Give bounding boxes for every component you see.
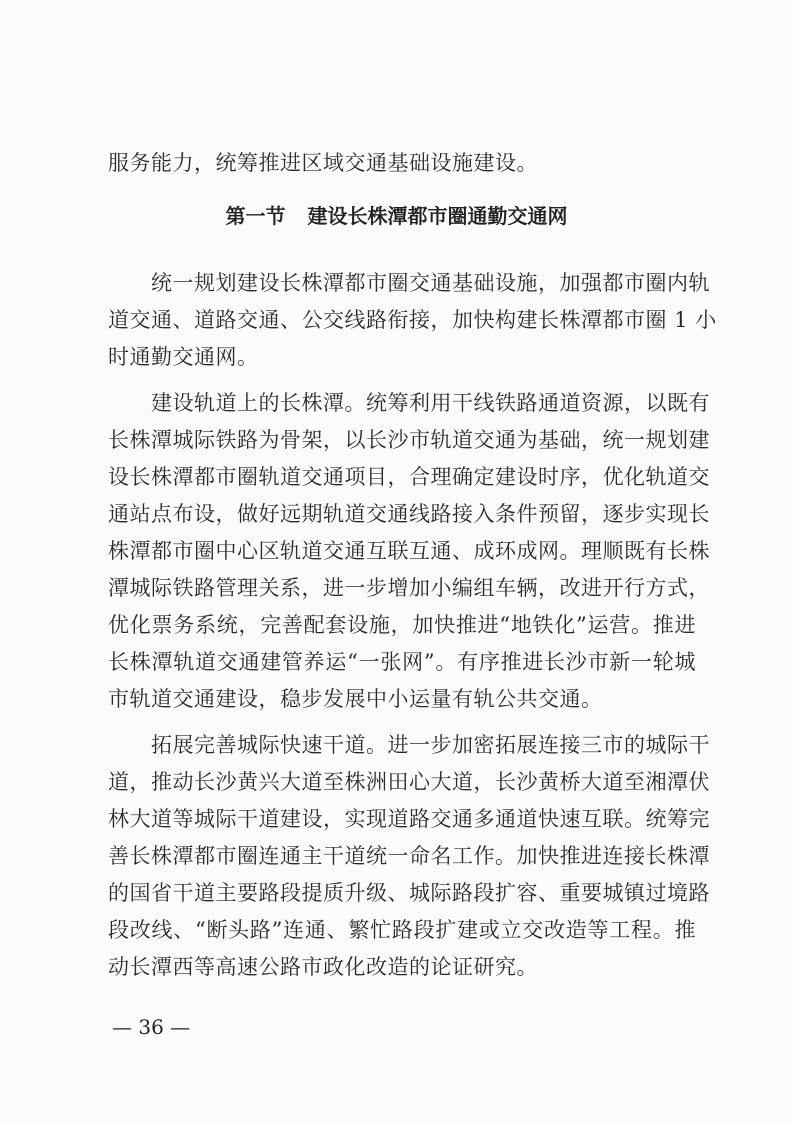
page-number: — 36 —	[112, 1015, 191, 1039]
paragraph-line: 善长株潭都市圈连通主干道统一命名工作。加快推进连接长株潭	[108, 844, 710, 868]
section-heading	[0, 199, 793, 233]
paragraph-line: 拓展完善城际快速干道。进一步加密拓展连接三市的城际干	[108, 733, 710, 757]
paragraph-line: 服务能力，统筹推进区域交通基础设施建设。	[108, 151, 538, 175]
paragraph-line: 的国省干道主要路段提质升级、城际路段扩容、重要城镇过境路	[108, 881, 710, 905]
paragraph-line: 设长株潭都市圈轨道交通项目，合理确定建设时序，优化轨道交	[108, 465, 710, 489]
paragraph-line: 道交通、道路交通、公交线路衔接，加快构建长株潭都市圈 1 小	[108, 308, 717, 332]
paragraph-line: 长株潭轨道交通建管养运“一张网”。有序推进长沙市新一轮城	[108, 650, 696, 674]
paragraph-line: 段改线、“断头路”连通、繁忙路段扩建或立交改造等工程。推	[108, 918, 696, 942]
paragraph-line: 长株潭城际铁路为骨架，以长沙市轨道交通为基础，统一规划建	[108, 428, 710, 452]
paragraph-line: 潭城际铁路管理关系，进一步增加小编组车辆，改进开行方式，	[108, 576, 710, 600]
paragraph-line: 市轨道交通建设，稳步发展中小运量有轨公共交通。	[108, 687, 603, 711]
section-title: 建设长株潭都市圈通勤交通网	[307, 204, 568, 228]
paragraph-line: 统一规划建设长株潭都市圈交通基础设施，加强都市圈内轨	[108, 271, 710, 295]
paragraph-line: 株潭都市圈中心区轨道交通互联互通、成环成网。理顺既有长株	[108, 539, 710, 563]
paragraph-line: 时通勤交通网。	[108, 345, 259, 369]
paragraph-line: 优化票务系统，完善配套设施，加快推进“地铁化”运营。推进	[108, 613, 696, 637]
section-number: 第一节	[225, 204, 286, 228]
paragraph-line: 道，推动长沙黄兴大道至株洲田心大道，长沙黄桥大道至湘潭伏	[108, 770, 710, 794]
paragraph-line: 通站点布设，做好远期轨道交通线路接入条件预留，逐步实现长	[108, 502, 710, 526]
paragraph-line: 建设轨道上的长株潭。统筹利用干线铁路通道资源，以既有	[108, 391, 710, 415]
paragraph-line: 林大道等城际干道建设，实现道路交通多通道快速互联。统筹完	[108, 807, 710, 831]
paragraph-line: 动长潭西等高速公路市政化改造的论证研究。	[108, 955, 538, 979]
